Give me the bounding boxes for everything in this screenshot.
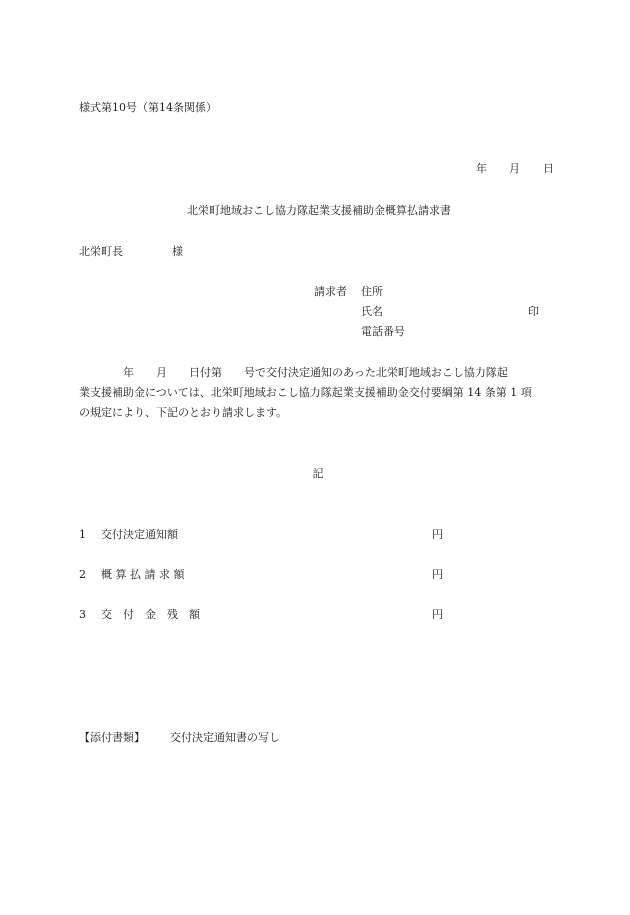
body-line: の規定により、下記のとおり請求します。 (79, 406, 288, 419)
body-line: 年 月 日付第 号で交付決定通知のあった北栄町地域おこし協力隊起 (79, 366, 508, 379)
item-label: 交付決定通知額 (101, 528, 178, 541)
requester-name-label: 氏名 (361, 305, 383, 318)
item-unit: 円 (432, 528, 443, 541)
document-title: 北栄町地域おこし協力隊起業支援補助金概算払請求書 (187, 204, 451, 217)
addressee (79, 245, 183, 258)
requester-address-label: 住所 (361, 285, 383, 298)
item-number: 3 (79, 608, 86, 621)
seal-mark: 印 (528, 305, 539, 318)
addressee-honorific: 様 (172, 245, 183, 258)
date-month: 月 (509, 162, 520, 175)
item-number: 2 (79, 568, 86, 581)
date-year: 年 (476, 162, 487, 175)
item-unit: 円 (432, 608, 443, 621)
form-number: 様式第10号（第14条関係） (79, 101, 217, 114)
body-paragraph (79, 363, 559, 423)
date-day: 日 (543, 162, 554, 175)
item-label: 交 付 金 残 額 (101, 608, 200, 621)
requester-phone-label: 電話番号 (361, 325, 405, 338)
body-line: 業支援補助金については、北栄町地域おこし協力隊起業支援補助金交付要綱第 14 条第 1 項 (79, 386, 532, 399)
item-unit: 円 (432, 568, 443, 581)
addressee-name: 北栄町長 (79, 245, 123, 258)
item-number: 1 (79, 528, 86, 541)
ki-heading: 記 (312, 467, 324, 480)
attachment-label: 【添付書類】 (79, 731, 145, 744)
item-label: 概 算 払 請 求 額 (101, 568, 185, 581)
requester-label: 請求者 (314, 285, 347, 298)
attachment-document: 交付決定通知書の写し (170, 731, 280, 744)
attachment-line (79, 731, 280, 744)
